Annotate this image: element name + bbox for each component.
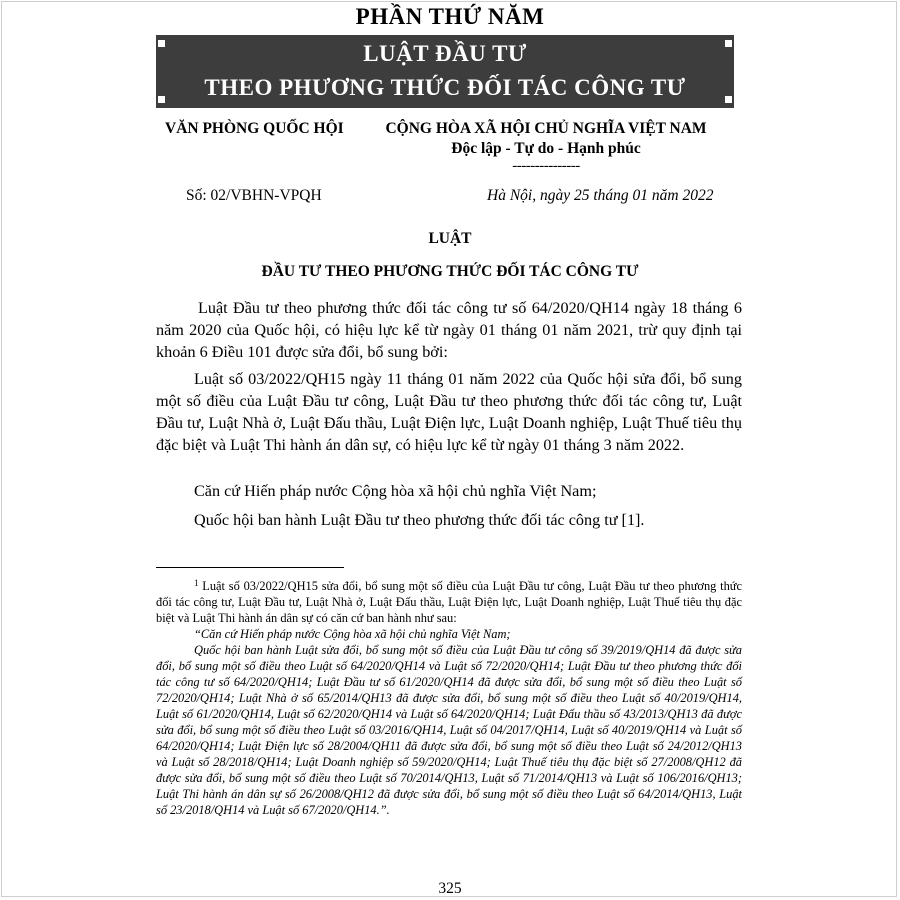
law-name: ĐẦU TƯ THEO PHƯƠNG THỨC ĐỐI TÁC CÔNG TƯ — [261, 263, 639, 280]
issuing-office: VĂN PHÒNG QUỐC HỘI — [165, 120, 344, 137]
footnote-quote-body: Quốc hội ban hành Luật sửa đổi, bổ sung một số điều của Luật Đầu tư công số 39/2019/QH14 đã được sửa đổi, bổ sung một số điều theo Luật số 64/2020/QH14 và Luật số 72/2020/QH14; Luật Đầu tư theo phương thức đối tác công tư số 64/2020/QH14; Luật Đầu tư số 61/2020/QH14 đã được sửa đổi, bổ sung một số điều theo Luật số 72/2020/QH14; Luật Nhà ở số 65/2014/QH13 đã được sửa đổi, bổ sung một số điều theo Luật số 40/2019/QH14, Luật số 61/2020/QH14, Luật số 62/2020/QH14 và Luật số 64/2020/QH14; Luật Đấu thầu số 43/2013/QH13 đã được sửa đổi, bổ sung một số điều theo Luật số 03/2016/QH14, Luật số 04/2017/QH14, Luật số 40/2019/QH14 và Luật số 64/2020/QH14; Luật Điện lực số 28/2004/QH11 đã được sửa đổi, bổ sung một số điều theo Luật số 24/2012/QH13 và Luật số 28/2018/QH14; Luật Doanh nghiệp số 59/2020/QH14; Luật Thuế tiêu thụ đặc biệt số 27/2008/QH12 đã được sửa đổi, bổ sung một số điều theo Luật số 70/2014/QH13, Luật số 71/2014/QH13 và Luật số 106/2016/QH13; Luật Thi hành án dân sự số 26/2008/QH12 đã được sửa đổi, bổ sung một số điều theo Luật số 64/2014/QH13, Luật số 23/2018/QH14 và Luật số 67/2020/QH14.”. — [156, 643, 742, 817]
title-banner — [156, 35, 734, 108]
motto-separator: --------------- — [512, 158, 580, 174]
national-motto: Độc lập - Tự do - Hạnh phúc — [451, 140, 641, 157]
document-type: LUẬT — [428, 230, 472, 247]
banner-line-1: LUẬT ĐẦU TƯ — [363, 41, 527, 66]
preamble-paragraph: Luật Đầu tư theo phương thức đối tác công tư số 64/2020/QH14 ngày 18 tháng 6 năm 2020 của Quốc hội, có hiệu lực kể từ ngày 01 tháng 01 năm 2021, trừ quy định tại khoản 6 Điều 101 được sửa đổi, bổ sung bởi: — [156, 299, 742, 361]
national-title: CỘNG HÒA XÃ HỘI CHỦ NGHĨA VIỆT NAM — [385, 120, 707, 137]
footnote-divider — [156, 567, 344, 568]
page-number: 325 — [438, 880, 462, 897]
amendment-paragraph: Luật số 03/2022/QH15 ngày 11 tháng 01 năm 2022 của Quốc hội sửa đổi, bổ sung một số điều của Luật Đầu tư công, Luật Đầu tư theo phương thức đối tác công tư, Luật Đầu tư, Luật Nhà ở, Luật Đấu thầu, Luật Điện lực, Luật Doanh nghiệp, Luật Thuế tiêu thụ đặc biệt và Luật Thi hành án dân sự, có hiệu lực kể từ ngày 01 tháng 3 năm 2022. — [156, 370, 742, 454]
part-title: PHẦN THỨ NĂM — [355, 4, 545, 29]
footnote-1 — [156, 578, 742, 626]
footnote-text: Luật số 03/2022/QH15 sửa đổi, bổ sung một số điều của Luật Đầu tư công, Luật Đầu tư theo phương thức đối tác công tư, Luật Đầu tư, Luật Nhà ở, Luật Đấu thầu, Luật Điện lực, Luật Doanh nghiệp, Luật Thuế tiêu thụ đặc biệt và Luật Thi hành án dân sự có căn cứ ban hành như sau: — [156, 579, 742, 625]
place-and-date: Hà Nội, ngày 25 tháng 01 năm 2022 — [487, 187, 714, 204]
banner-line-2: THEO PHƯƠNG THỨC ĐỐI TÁC CÔNG TƯ — [204, 75, 686, 100]
enactment-paragraph: Quốc hội ban hành Luật Đầu tư theo phương thức đối tác công tư [1]. — [194, 511, 645, 529]
legal-basis-paragraph: Căn cứ Hiến pháp nước Cộng hòa xã hội chủ nghĩa Việt Nam; — [194, 482, 597, 500]
footnote-marker: 1 — [194, 578, 199, 588]
footnote-quote-opening: “Căn cứ Hiến pháp nước Cộng hòa xã hội chủ nghĩa Việt Nam; — [194, 627, 511, 641]
document-number: Số: 02/VBHN-VPQH — [186, 187, 322, 204]
